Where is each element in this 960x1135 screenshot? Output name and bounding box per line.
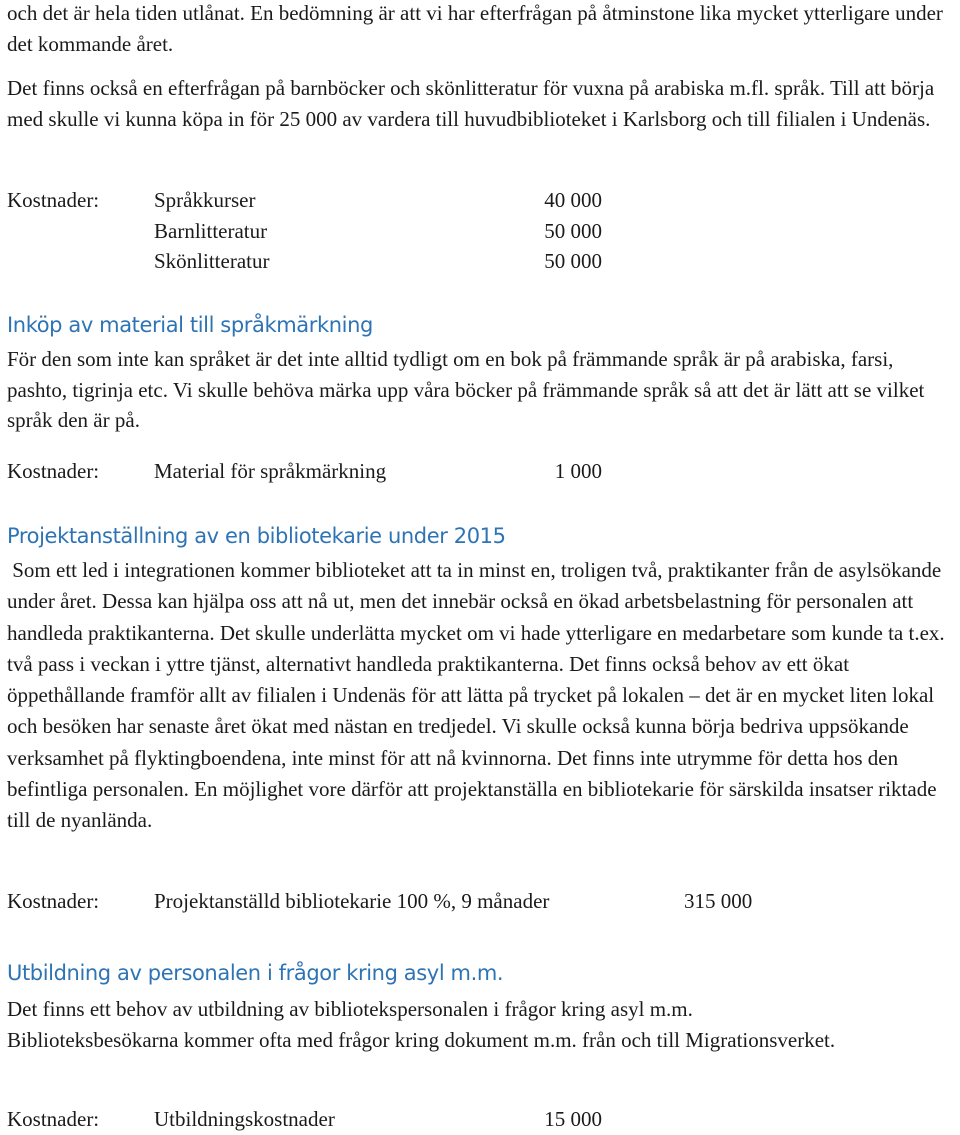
cost-item: Språkkurser (154, 188, 256, 212)
cost-row (7, 185, 627, 216)
section-heading-librarian: Projektanställning av en bibliotekarie under 2015 (7, 524, 506, 548)
section-body-librarian: Som ett led i integrationen kommer biblioteket att ta in minst en, troligen två, praktikanter från de asylsökande under året. Dessa kan hjälpa oss att nå ut, men det innebär också en ökad arbetsbelastning för personalen att handleda praktikanterna. Det skulle underlätta mycket om vi hade ytterligare en medarbetare som kunde ta t.ex. två pass i veckan i yttre tjänst, alternativt handleda praktikanterna. Det finns också behov av ett ökat öppethållande framför allt av filialen i Undenäs för att lätta på trycket på lokalen – det är en mycket liten lokal och besöken har senaste året ökat med nästan en tredjedel. Vi skulle också kunna börja bedriva uppsökande verksamhet på flyktingboendena, inte minst för att nå kvinnorna. Det finns inte utrymme för detta hos den befintliga personalen. En möjlighet vore därför att projektanställa en bibliotekarie för särskilda insatser riktade till de nyanlända. (7, 558, 950, 833)
section-body-training: Det finns ett behov av utbildning av bibliotekspersonalen i frågor kring asyl m.m. Biblioteksbesökarna kommer ofta med frågor kring dokument m.m. från och till Migrationsverket. (7, 997, 836, 1052)
section-body-marking: För den som inte kan språket är det inte alltid tydligt om en bok på främmande språk är på arabiska, farsi, pashto, tigrinja etc. Vi skulle behöva märka upp våra böcker på främmande språk så att det är lätt att se vilket språk den är på. (7, 347, 925, 432)
cost-label: Kostnader: (7, 188, 100, 212)
cost-item: Projektanställd bibliotekarie 100 %, 9 månader (154, 889, 550, 913)
cost-label-spacer (7, 246, 154, 277)
cost-amount: 15 000 (544, 1107, 602, 1131)
cost-item: Barnlitteratur (154, 218, 268, 243)
cost-row-marking (7, 456, 627, 487)
cost-row-librarian (7, 886, 797, 917)
cost-label: Kostnader: (7, 889, 100, 913)
cost-label: Kostnader: (7, 459, 100, 483)
cost-label: Kostnader: (7, 1107, 100, 1131)
cost-amount: 1 000 (554, 459, 602, 483)
cost-amount: 50 000 (544, 249, 602, 273)
cost-item: Skönlitteratur (154, 249, 270, 273)
section-heading-marking: Inköp av material till språkmärkning (7, 313, 373, 337)
section-heading-training: Utbildning av personalen i frågor kring asyl m.m. (7, 961, 504, 985)
cost-row (7, 246, 627, 277)
costs-books-table (7, 185, 627, 277)
cost-amount: 315 000 (684, 889, 753, 913)
intro-paragraph-1: och det är hela tiden utlånat. En bedömning är att vi har efterfrågan på åtminstone lika mycket ytterligare under det kommande året. (7, 1, 943, 56)
cost-item: Utbildningskostnader (154, 1107, 335, 1131)
intro-paragraph-2: Det finns också en efterfrågan på barnböcker och skönlitteratur för vuxna på arabiska m.fl. språk. Till att börja med skulle vi kunna köpa in för 25 000 av vardera till huvudbiblioteket i Karlsborg och till filialen i Undenäs. (7, 76, 935, 131)
cost-row (7, 216, 627, 247)
cost-label-spacer (7, 216, 154, 247)
cost-item: Material för språkmärkning (154, 459, 387, 483)
cost-amount: 50 000 (544, 218, 602, 243)
cost-amount: 40 000 (544, 188, 602, 212)
cost-row-training (7, 1104, 627, 1135)
